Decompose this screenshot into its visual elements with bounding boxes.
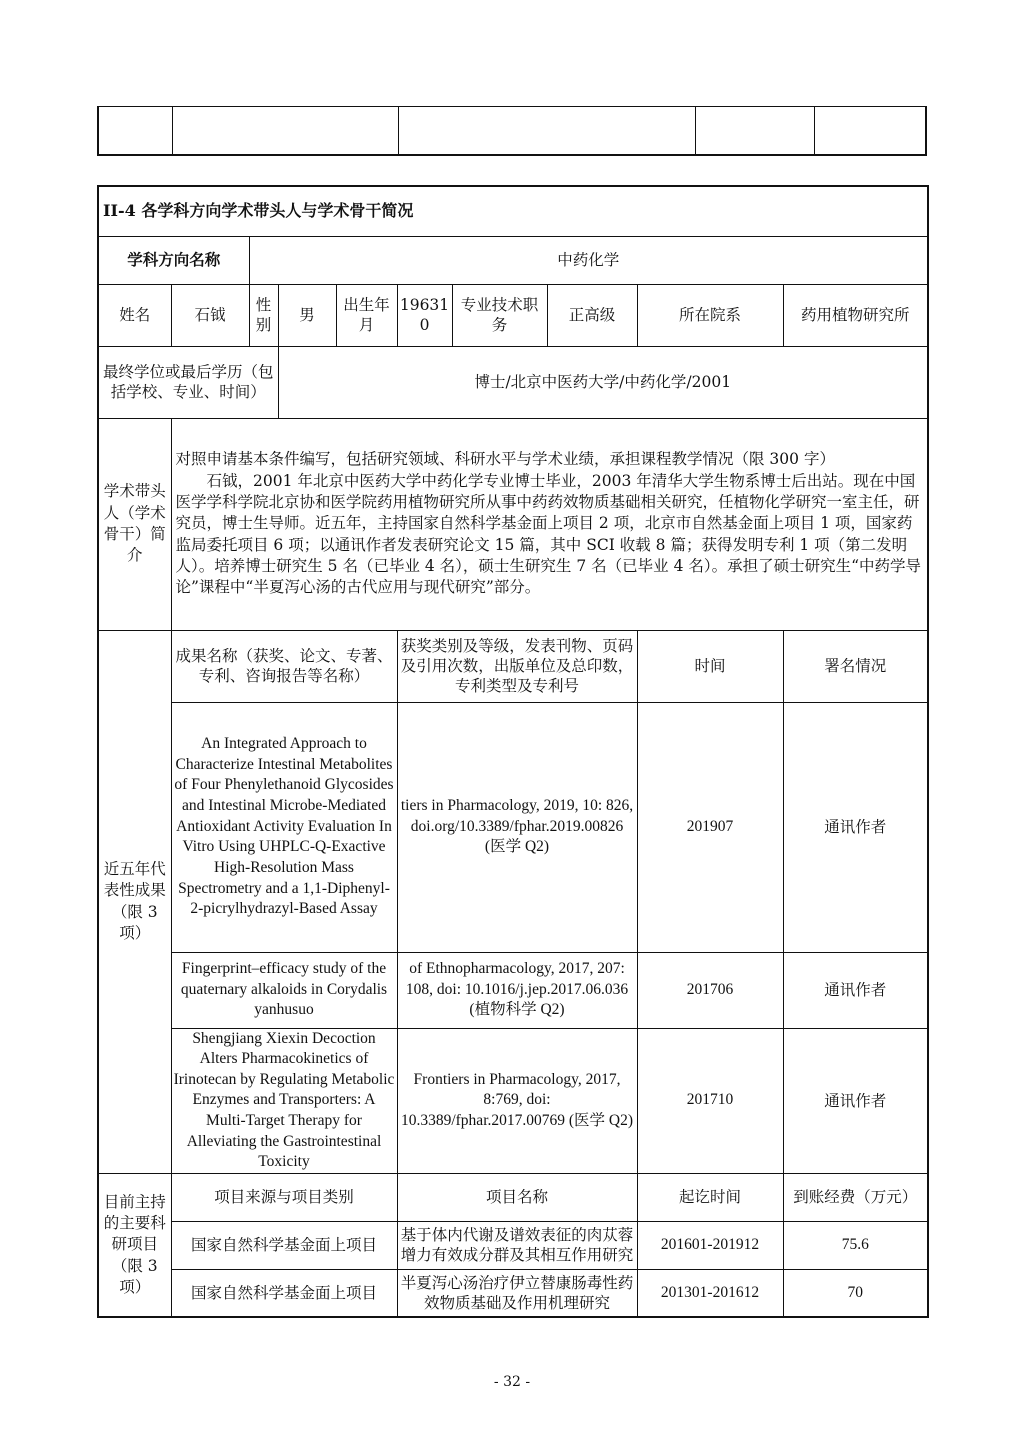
dept-value: 药用植物研究所: [783, 284, 928, 346]
table-row: [98, 702, 928, 952]
previous-table-fragment: [97, 106, 927, 156]
title-label: 专业技术职务: [452, 284, 547, 346]
profile-text: 石钺，2001 年北京中医药大学中药化学专业博士毕业，2003 年清华大学生物系博士后出站。现在中国医学学科学院北京协和医学院药用植物研究所从事中药药效物质基础相关研究，任植物化学研究一室主任，研究员，博士生导师。近五年，主持国家自然科学基金面上项目 2 项，北京市自然基金面上项目 1 项，国家药监局委托项目 6 项；以通讯作者发表研究论文 15 篇，其中 SCI 收载 8 篇；获得发明专利 1 项（第二发明人）。培养博士研究生 5 名（已毕业 4 名），硕士生研究生 7 名（已毕业 4 名）。承担了硕士研究生“中药学导论”课程中“半夏泻心汤的古代应用与现代研究”部分。: [175, 471, 922, 597]
degree-value: 博士/北京中医药大学/中药化学/2001: [278, 346, 928, 418]
birth-value: 196310: [397, 284, 452, 346]
table-row: [98, 952, 928, 1028]
proj-1-source: 国家自然科学基金面上项目: [171, 1221, 397, 1269]
dept-label: 所在院系: [637, 284, 783, 346]
ach-2-role: 通讯作者: [783, 952, 928, 1028]
proj-1-funds: 75.6: [783, 1221, 928, 1269]
name-value: 石钺: [171, 284, 249, 346]
ach-2-detail: of Ethnopharmacology, 2017, 207: 108, doi: 10.1016/j.jep.2017.06.036 (植物科学 Q2): [397, 952, 637, 1028]
ach-2-name: Fingerprint–efficacy study of the quaternary alkaloids in Corydalis yanhusuo: [171, 952, 397, 1028]
profile-instruction: 对照申请基本条件编写，包括研究领域、科研水平与学术业绩，承担课程教学情况（限 300 字）: [175, 450, 835, 469]
ach-header-time: 时间: [637, 630, 783, 702]
ach-header-detail: 获奖类别及等级，发表刊物、页码及引用次数，出版单位及总印数，专利类型及专利号: [397, 630, 637, 702]
achievements-label: 近五年代表性成果（限 3 项）: [98, 630, 171, 1173]
projects-label: 目前主持的主要科研项目（限 3 项）: [98, 1173, 171, 1317]
ach-header-role: 署名情况: [783, 630, 928, 702]
proj-2-time: 201301-201612: [637, 1269, 783, 1317]
degree-label: 最终学位或最后学历（包括学校、专业、时间）: [98, 346, 278, 418]
name-label: 姓名: [98, 284, 171, 346]
title-value: 正高级: [547, 284, 637, 346]
discipline-value: 中药化学: [249, 236, 928, 284]
proj-header-name: 项目名称: [397, 1173, 637, 1221]
proj-header-funds: 到账经费（万元）: [783, 1173, 928, 1221]
profile-table: [97, 185, 929, 1318]
ach-3-detail: Frontiers in Pharmacology, 2017, 8:769, doi: 10.3389/fphar.2017.00769 (医学 Q2): [397, 1028, 637, 1173]
page-number: - 32 -: [493, 1374, 531, 1390]
ach-3-name: Shengjiang Xiexin Decoction Alters Pharmacokinetics of Irinotecan by Regulating Metabolic Enzymes and Transporters: A Multi-Target Therapy for Alleviating the Gastrointestinal Toxicity: [171, 1028, 397, 1173]
proj-2-source: 国家自然科学基金面上项目: [171, 1269, 397, 1317]
proj-1-name: 基于体内代谢及谱效表征的肉苁蓉增力有效成分群及其相互作用研究: [397, 1221, 637, 1269]
profile-cell: [171, 418, 928, 630]
gender-value: 男: [278, 284, 336, 346]
proj-2-funds: 70: [783, 1269, 928, 1317]
ach-1-detail: tiers in Pharmacology, 2019, 10: 826, doi.org/10.3389/fphar.2019.00826 (医学 Q2): [397, 702, 637, 952]
table-row: [98, 1269, 928, 1317]
ach-2-time: 201706: [637, 952, 783, 1028]
ach-1-name: An Integrated Approach to Characterize Intestinal Metabolites of Four Phenylethanoid Glycosides and Intestinal Microbe-Mediated Antioxidant Activity Evaluation In Vitro Using UHPLC-Q-Exactive High-Resolution Mass Spectrometry and a 1,1-Diphenyl-2-picrylhydrazyl-Based Assay: [171, 702, 397, 952]
section-title: II-4 各学科方向学术带头人与学术骨干简况: [98, 186, 928, 236]
gender-label: 性别: [249, 284, 278, 346]
ach-1-time: 201907: [637, 702, 783, 952]
table-row: [98, 1221, 928, 1269]
table-row: [98, 1028, 928, 1173]
ach-1-role: 通讯作者: [783, 702, 928, 952]
proj-1-time: 201601-201912: [637, 1221, 783, 1269]
ach-header-name: 成果名称（获奖、论文、专著、专利、咨询报告等名称）: [171, 630, 397, 702]
discipline-label: 学科方向名称: [98, 236, 249, 284]
proj-header-source: 项目来源与项目类别: [171, 1173, 397, 1221]
birth-label: 出生年月: [336, 284, 397, 346]
ach-3-role: 通讯作者: [783, 1028, 928, 1173]
proj-2-name: 半夏泻心汤治疗伊立替康肠毒性药效物质基础及作用机理研究: [397, 1269, 637, 1317]
ach-3-time: 201710: [637, 1028, 783, 1173]
profile-label: 学术带头人（学术骨干）简介: [98, 418, 171, 630]
proj-header-time: 起讫时间: [637, 1173, 783, 1221]
